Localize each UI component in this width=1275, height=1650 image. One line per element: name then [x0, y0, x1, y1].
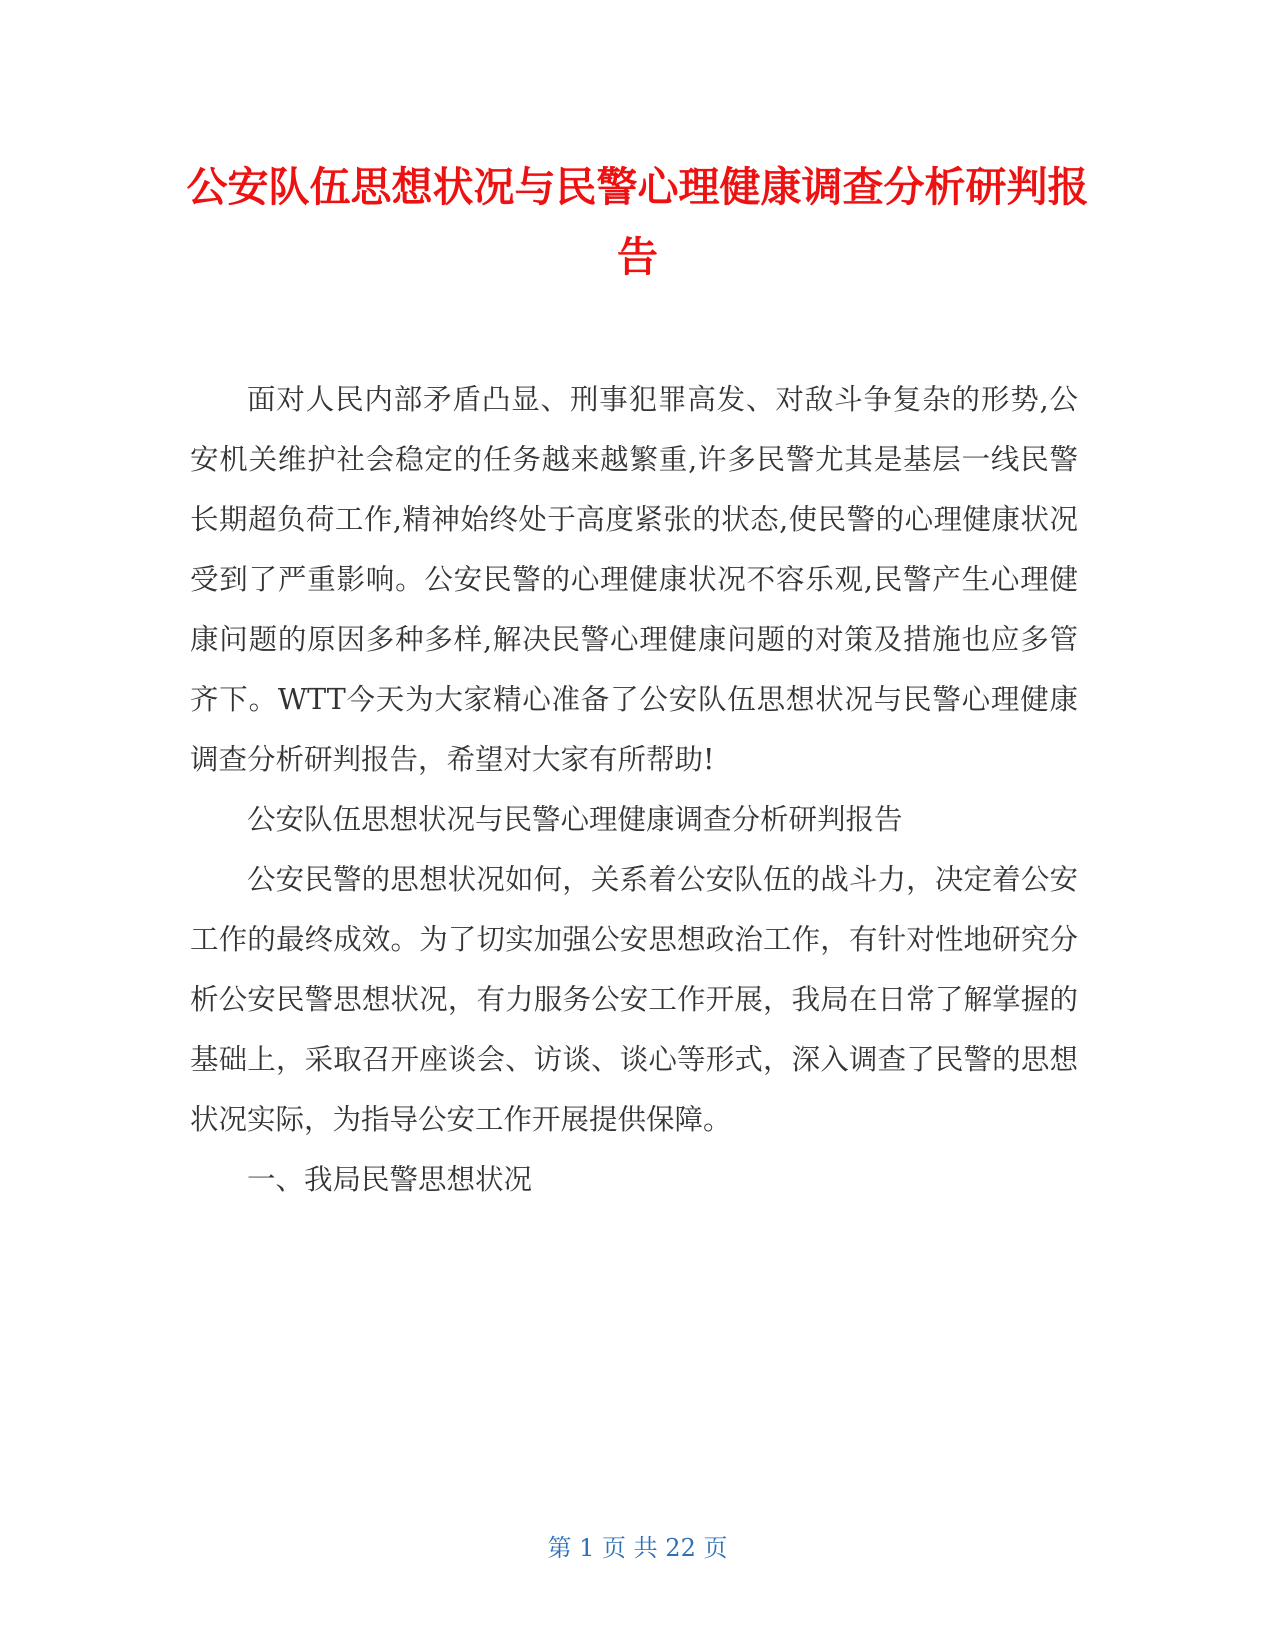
intro-paragraph: 面对人民内部矛盾凸显、刑事犯罪高发、对敌斗争复杂的形势,公安机关维护社会稳定的任务越来越繁重,许多民警尤其是基层一线民警长期超负荷工作,精神始终处于高度紧张的状态,使民警的心理健康状况受到了严重影响。公安民警的心理健康状况不容乐观,民警产生心理健康问题的原因多种多样,解决民警心理健康问题的对策及措施也应多管齐下。WTT今天为大家精心准备了公安队伍思想状况与民警心理健康调查分析研判报告，希望对大家有所帮助! [190, 383, 1078, 776]
section-heading: 一、我局民警思想状况 [247, 1163, 533, 1196]
document-title: 公安队伍思想状况与民警心理健康调查分析研判报告 [186, 163, 1089, 281]
background-paragraph: 公安民警的思想状况如何，关系着公安队伍的战斗力，决定着公安工作的最终成效。为了切实加强公安思想政治工作，有针对性地研究分析公安民警思想状况，有力服务公安工作开展，我局在日常了解掌握的基础上，采取召开座谈会、访谈、谈心等形式，深入调查了民警的思想状况实际，为指导公安工作开展提供保障。 [190, 863, 1078, 1136]
report-subtitle-paragraph: 公安队伍思想状况与民警心理健康调查分析研判报告 [247, 803, 903, 836]
page-number-footer: 第 1 页 共 22 页 [547, 1534, 728, 1562]
document-body [190, 370, 1078, 1210]
